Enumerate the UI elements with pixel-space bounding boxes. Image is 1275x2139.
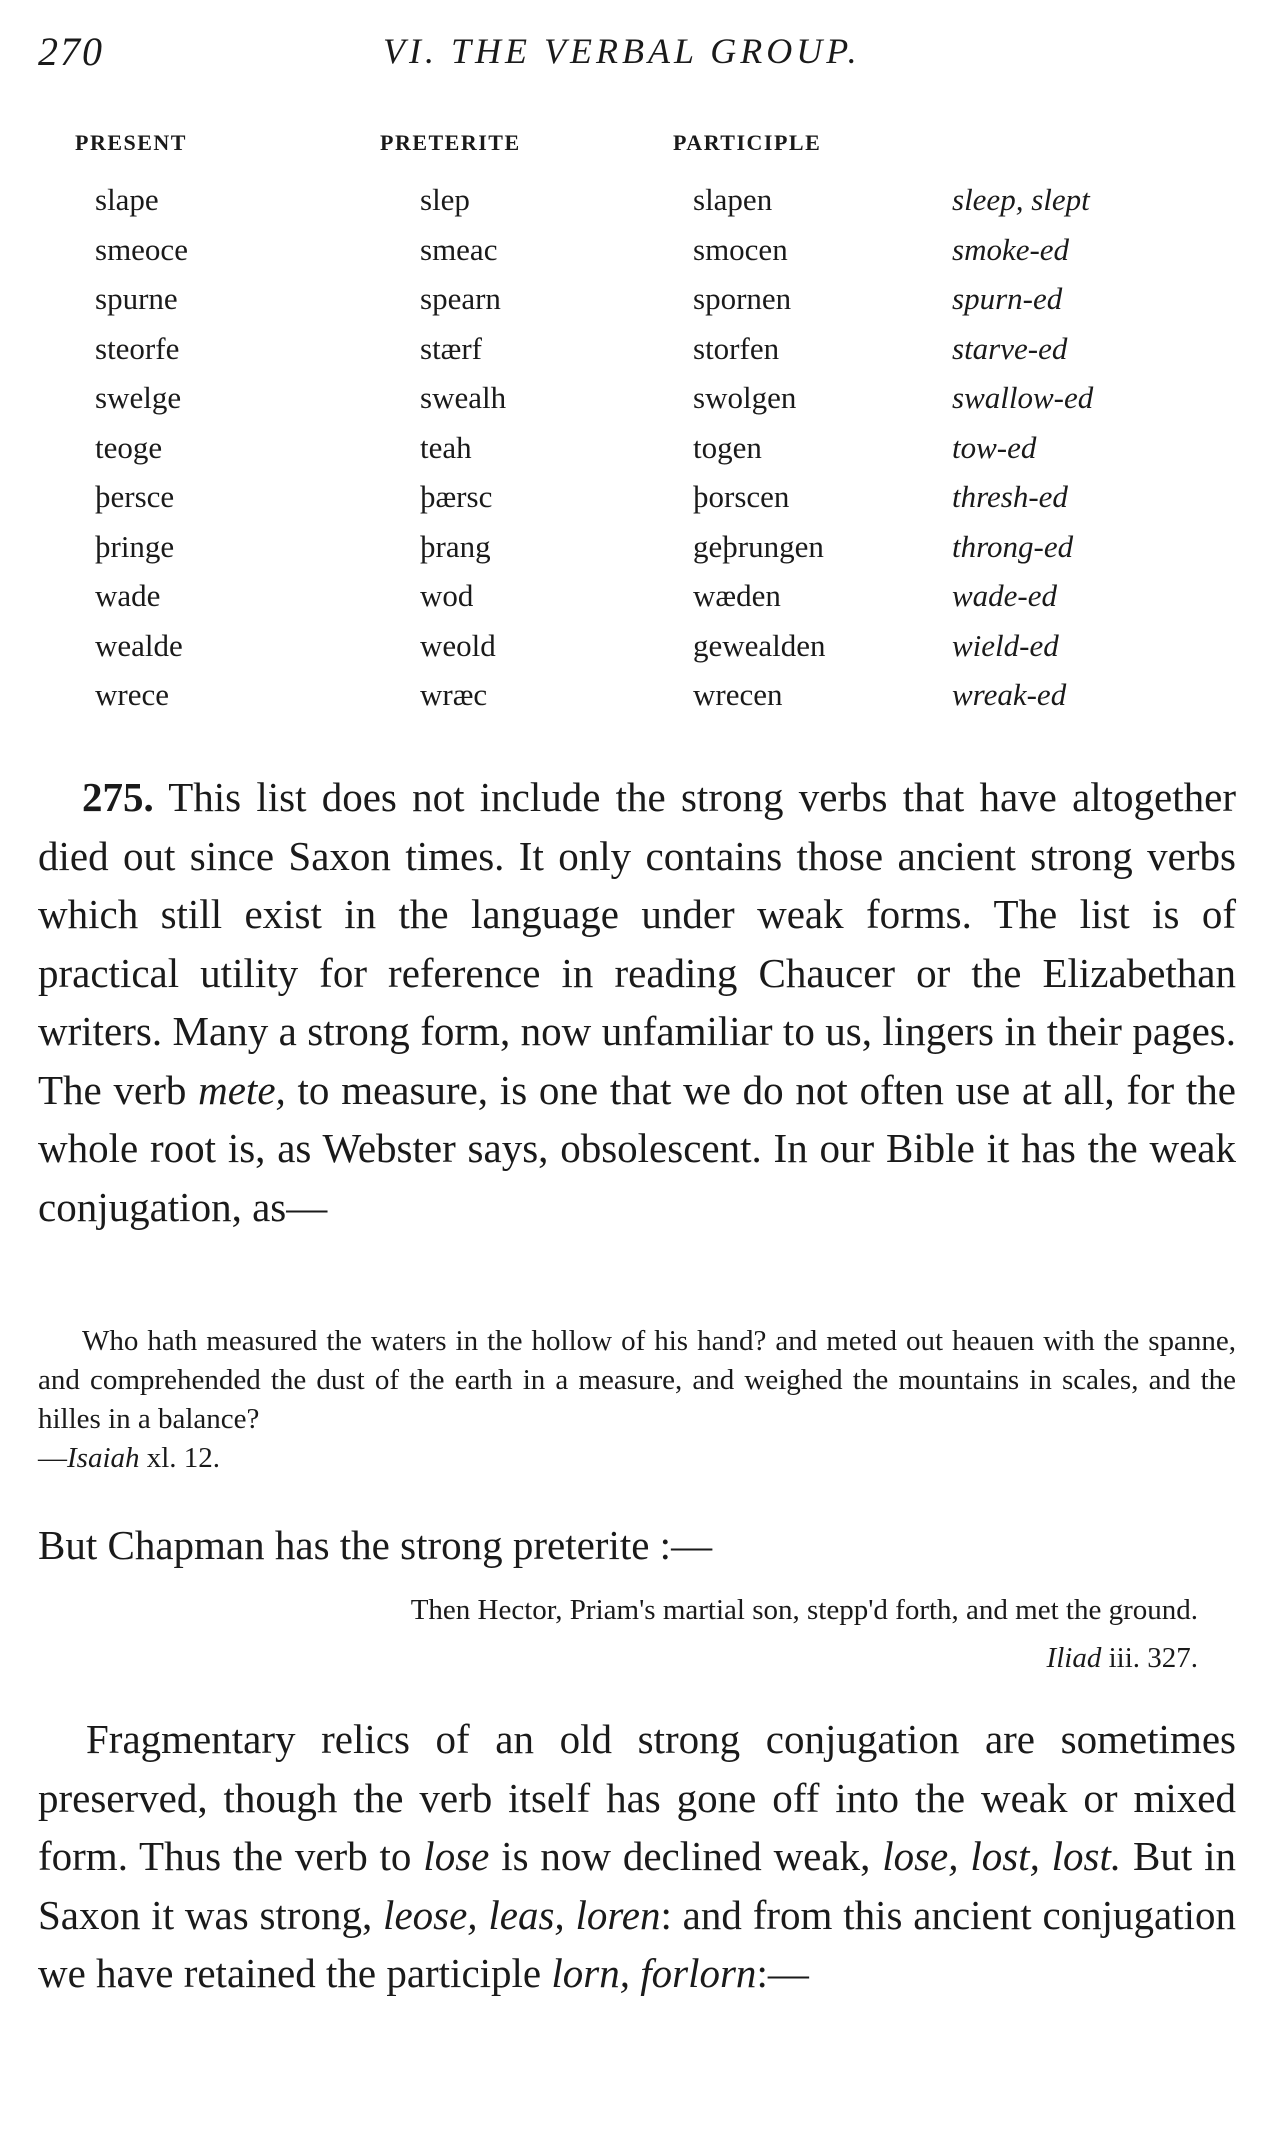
modern-gloss: smoke-ed	[952, 231, 1070, 267]
quote-text: Who hath measured the waters in the hollow of his hand? and meted out heauen with the spanne, and comprehended the dust of the earth in a measure, and weighed the mountains in scales, and the hilles in a balance?	[38, 1325, 1236, 1435]
present-form: wrece	[95, 677, 169, 712]
table-row	[0, 677, 1275, 727]
present-form: þersce	[95, 479, 175, 514]
term-lose: lose	[423, 1833, 490, 1879]
paragraph-text: This list does not include the strong verbs that have altogether died out since Saxon times. It only contains those ancient strong verbs which still exist in the language under weak forms. The list is of practical utility for reference in reading Chaucer or the Elizabethan writers. Many a strong form, now unfamiliar to us, lingers in their pages. The verb	[38, 774, 1236, 1113]
preterite-form: weold	[420, 627, 496, 663]
table-row	[0, 430, 1275, 480]
participle-form: geþrungen	[693, 528, 824, 564]
table-row	[0, 529, 1275, 579]
table-row	[0, 578, 1275, 628]
preterite-form: þrang	[420, 528, 491, 564]
present-form: teoge	[95, 429, 163, 465]
participle-form: spornen	[693, 281, 792, 316]
section-275-paragraph	[38, 768, 1236, 1236]
fragmentary-paragraph	[38, 1710, 1236, 2003]
participle-form: wæden	[693, 578, 781, 613]
paragraph-text: But in Saxon it was strong,	[38, 1833, 1236, 1938]
preterite-form: slep	[420, 182, 470, 217]
weak-forms: lose, lost, lost.	[882, 1833, 1122, 1879]
modern-gloss: sleep, slept	[952, 182, 1090, 217]
modern-gloss: wield-ed	[952, 627, 1059, 663]
section-number: 275.	[82, 774, 154, 820]
table-header	[0, 130, 1275, 182]
participle-forms: lorn, forlorn	[551, 1950, 757, 1996]
chapman-paragraph: But Chapman has the strong preterite :—	[38, 1522, 713, 1568]
column-header-present: PRESENT	[75, 130, 187, 155]
present-form: steorfe	[95, 330, 180, 366]
modern-gloss: wade-ed	[952, 578, 1058, 613]
preterite-form: wod	[420, 578, 474, 613]
participle-form: togen	[693, 429, 762, 465]
table-row	[0, 281, 1275, 331]
present-form: smeoce	[95, 231, 188, 267]
table-row	[0, 182, 1275, 232]
participle-form: slapen	[693, 182, 773, 217]
present-form: þringe	[95, 528, 175, 564]
participle-form: storfen	[693, 330, 780, 366]
paragraph-text: : and from this ancient conjugation we have retained the participle	[38, 1891, 1237, 1996]
preterite-form: þærsc	[420, 479, 493, 514]
modern-gloss: swallow-ed	[952, 380, 1094, 415]
participle-form: smocen	[693, 231, 788, 267]
participle-form: swolgen	[693, 380, 797, 415]
participle-form: wrecen	[693, 677, 783, 712]
participle-form: þorscen	[693, 479, 790, 514]
present-form: spurne	[95, 281, 178, 316]
present-form: swelge	[95, 380, 182, 415]
present-form: slape	[95, 182, 159, 217]
table-row	[0, 232, 1275, 282]
modern-gloss: tow-ed	[952, 429, 1037, 465]
preterite-form: teah	[420, 429, 472, 465]
verb-table	[0, 130, 1275, 727]
column-header-participle: PARTICIPLE	[673, 130, 822, 155]
iliad-quote: Then Hector, Priam's martial son, stepp'd forth, and met the ground.	[410, 1594, 1198, 1626]
table-row	[0, 380, 1275, 430]
modern-gloss: throng-ed	[952, 528, 1074, 564]
citation-ref: xl. 12.	[139, 1442, 221, 1474]
preterite-form: swealh	[420, 380, 507, 415]
isaiah-quote	[38, 1322, 1236, 1478]
preterite-form: wræc	[420, 677, 488, 712]
preterite-form: spearn	[420, 281, 501, 316]
paragraph-text: to measure, is one that we do not often use at all, for the whole root is, as Webster says, obsolescent. In our Bible it has the weak conjugation, as—	[38, 1066, 1236, 1230]
citation-book: Isaiah	[67, 1442, 140, 1474]
page-header	[38, 28, 1238, 78]
modern-gloss: thresh-ed	[952, 479, 1068, 514]
participle-form: gewealden	[693, 627, 826, 663]
preterite-form: smeac	[420, 231, 498, 267]
paragraph-text: :—	[756, 1950, 809, 1996]
strong-forms: leose, leas, loren	[383, 1891, 661, 1938]
citation-ref: iii. 327.	[1101, 1642, 1198, 1674]
preterite-form: stærf	[420, 330, 482, 366]
modern-gloss: spurn-ed	[952, 281, 1063, 316]
paragraph-text: is now declined weak,	[489, 1833, 883, 1879]
table-row	[0, 331, 1275, 381]
table-body	[0, 182, 1275, 727]
page-number: 270	[38, 29, 104, 74]
table-row	[0, 628, 1275, 678]
paragraph-text: Fragmentary relics of an old strong conjugation are sometimes preserved, though the verb itself has gone off into the weak or mixed form. Thus the verb to	[38, 1716, 1236, 1879]
column-header-preterite: PRETERITE	[380, 130, 521, 155]
modern-gloss: wreak-ed	[952, 677, 1067, 712]
running-head: VI. THE VERBAL GROUP.	[383, 31, 861, 71]
citation-prefix: —	[38, 1442, 67, 1474]
present-form: wade	[95, 578, 161, 613]
table-row	[0, 479, 1275, 529]
modern-gloss: starve-ed	[952, 330, 1068, 366]
citation-book: Iliad	[1046, 1642, 1102, 1674]
iliad-citation	[80, 1642, 1198, 1675]
present-form: wealde	[95, 627, 183, 663]
term-mete: mete,	[198, 1066, 286, 1113]
